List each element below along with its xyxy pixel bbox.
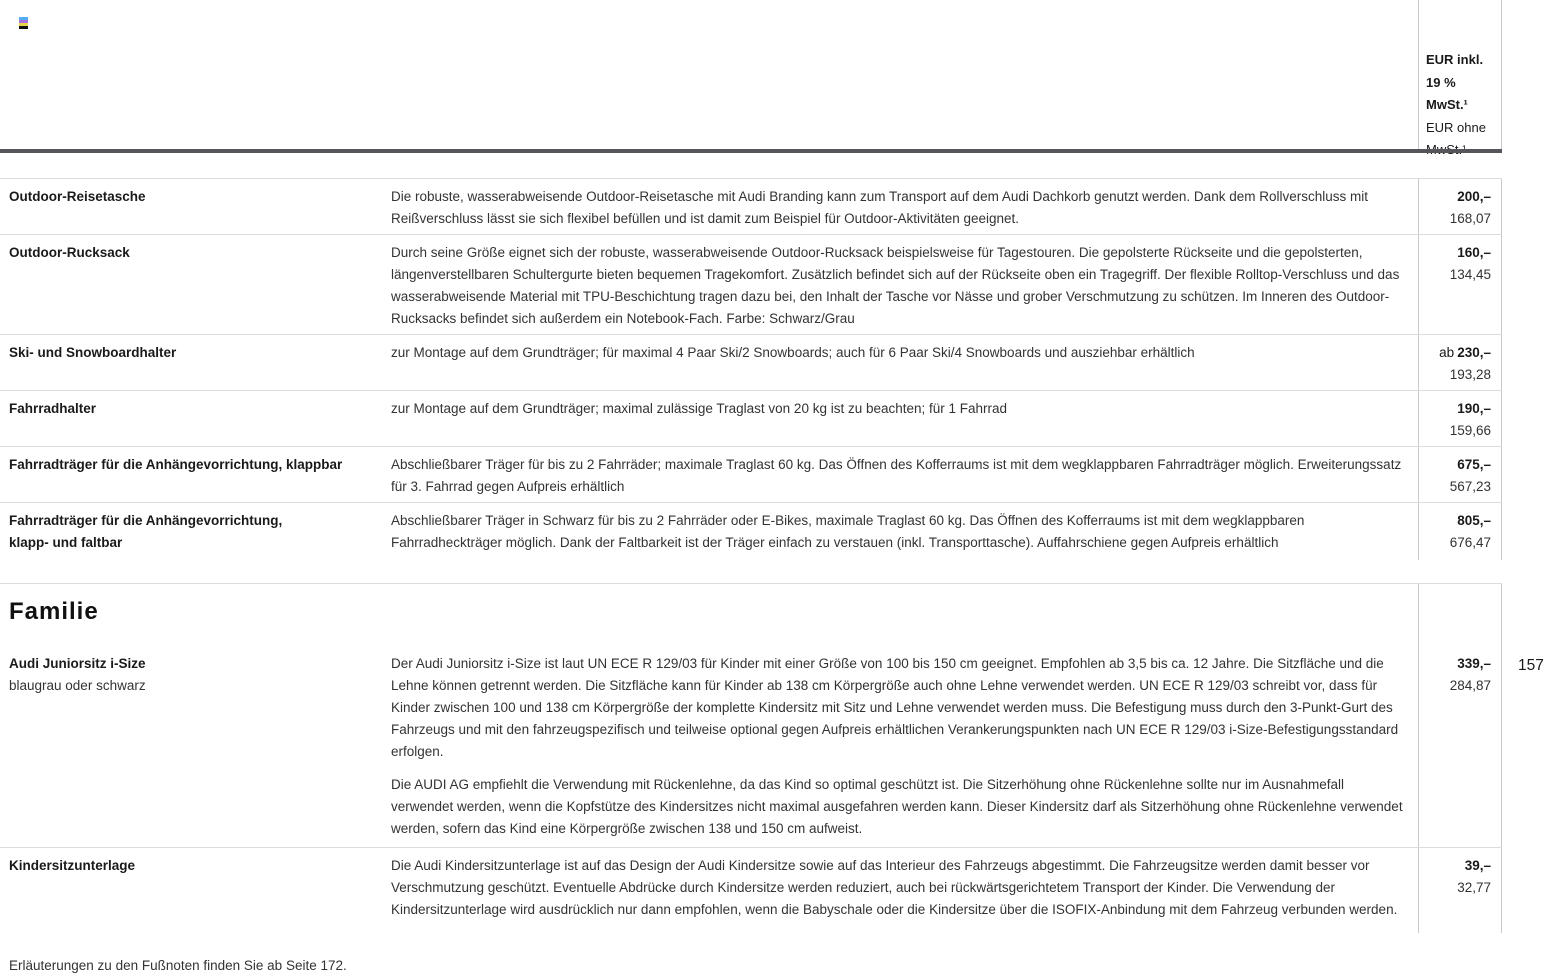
product-description	[382, 235, 1418, 334]
price-value: 190,–	[1457, 401, 1491, 416]
description-text: Abschließbarer Träger in Schwarz für bis zu 2 Fahrräder oder E-Bikes, maximale Traglast 60 kg. Das Öffnen des Kofferraums ist mit dem wegklappbaren Fahrradheckträger möglich. Dank der Faltbarkeit ist der Träger einfach zu verstauen (inkl. Transporttasche). Auffahrschiene gegen Aufpreis erhältlich	[391, 513, 1305, 550]
table-row	[0, 178, 1502, 234]
section-heading-row	[0, 584, 1502, 646]
price-value: 160,–	[1457, 245, 1491, 260]
price-incl-vat	[1423, 855, 1491, 877]
product-variant-text: blaugrau oder schwarz	[9, 678, 146, 693]
product-name	[0, 447, 382, 502]
product-name	[0, 335, 382, 390]
price-value: 675,–	[1457, 457, 1491, 472]
product-name-text: Ski- und Snowboardhalter	[9, 345, 177, 360]
price-incl-vat	[1423, 510, 1491, 532]
price-incl-vat	[1423, 242, 1491, 264]
header-divider	[0, 149, 1502, 153]
product-name-text: Outdoor-Rucksack	[9, 245, 130, 260]
price-header-line: EUR inkl.	[1426, 52, 1484, 67]
product-name-text: Fahrradhalter	[9, 401, 97, 416]
product-price	[1418, 335, 1502, 390]
price-excl-vat: 193,28	[1449, 367, 1491, 382]
product-name-text: Outdoor-Reisetasche	[9, 189, 146, 204]
price-excl-vat: 284,87	[1449, 678, 1491, 693]
description-paragraph: Die AUDI AG empfiehlt die Verwendung mit Rückenlehne, da das Kind so optimal geschützt ist. Die Sitzerhöhung ohne Rückenlehne sollte nur im Ausnahmefall verwendet werden, wenn die Kopfstütze des Kindersitzes nicht maximal ausgefahren werden kann. Dieser Kindersitz darf als Sitzerhöhung ohne Rückenlehne verwendet werden, sofern das Kind eine Körpergröße zwischen 138 und 150 cm aufweist.	[391, 777, 1403, 836]
price-excl-vat: 159,66	[1449, 423, 1491, 438]
price-column-header	[1418, 0, 1502, 150]
product-description	[382, 335, 1418, 390]
product-name	[0, 235, 382, 334]
description-text: Durch seine Größe eignet sich der robuste, wasserabweisende Outdoor-Rucksack beispielsweise für Tagestouren. Die gepolsterte Rückseite und die gepolsterten, längenverstellbaren Schultergurte bieten bequemen Tragekomfort. Zusätzlich befindet sich auf der Rückseite oben ein Tragegriff. Der flexible Rolltop-Verschluss und das wasserabweisende Material mit TPU-Beschichtung tragen dazu bei, den Inhalt der Tasche vor Nässe und grober Verschmutzung zu schützen. Im Inneren des Outdoor-Rucksacks befindet sich außerdem ein Notebook-Fach. Farbe: Schwarz/Grau	[391, 245, 1400, 326]
accessories-table	[0, 178, 1502, 560]
price-value: 39,–	[1464, 858, 1491, 873]
price-incl-vat	[1423, 186, 1491, 208]
description-text: zur Montage auf dem Grundträger; maximal zulässige Traglast von 20 kg ist zu beachten; für 1 Fahrrad	[391, 401, 1008, 416]
table-row	[0, 334, 1502, 390]
product-name	[0, 503, 382, 560]
table-row	[0, 234, 1502, 334]
product-name	[0, 848, 382, 933]
price-header-line: 19 % MwSt.¹	[1426, 74, 1468, 112]
price-excl-vat: 32,77	[1457, 880, 1491, 895]
price-excl-vat: 676,47	[1449, 535, 1491, 550]
product-name	[0, 391, 382, 446]
product-name-text: Kindersitzunterlage	[9, 858, 136, 873]
price-prefix: ab	[1439, 345, 1455, 360]
product-name	[0, 646, 382, 847]
page-number: 157	[1518, 657, 1544, 674]
product-name-text: Audi Juniorsitz i-Size	[9, 656, 146, 671]
product-price	[1418, 235, 1502, 334]
price-incl-vat	[1423, 342, 1491, 364]
footnote-reference: Erläuterungen zu den Fußnoten finden Sie ab Seite 172.	[9, 958, 347, 973]
brand-stripes-icon	[19, 17, 28, 29]
price-incl-vat	[1423, 653, 1491, 675]
table-row	[0, 847, 1502, 933]
product-description	[382, 179, 1418, 234]
price-header-line: EUR ohne	[1426, 119, 1486, 135]
product-description	[382, 646, 1418, 847]
price-excl-vat: 134,45	[1449, 267, 1491, 282]
description-text: zur Montage auf dem Grundträger; für maximal 4 Paar Ski/2 Snowboards; auch für 6 Paar Ski/4 Snowboards und ausziehbar erhältlich	[391, 345, 1195, 360]
section-heading-cell	[0, 584, 1418, 646]
description-text: Die robuste, wasserabweisende Outdoor-Reisetasche mit Audi Branding kann zum Transport auf dem Audi Dachkorb genutzt werden. Dank dem Rollverschluss mit Reißverschluss lässt sie sich flexibel befüllen und ist damit zum Beispiel für Outdoor-Aktivitäten geeignet.	[391, 189, 1368, 226]
price-value: 200,–	[1457, 189, 1491, 204]
price-incl-vat	[1423, 398, 1491, 420]
product-price	[1418, 646, 1502, 847]
price-column-spacer	[1418, 584, 1502, 646]
product-name-text: Fahrradträger für die Anhängevorrichtung, klappbar	[9, 457, 343, 472]
description-paragraph: Die Audi Kindersitzunterlage ist auf das Design der Audi Kindersitze sowie auf das Interieur des Fahrzeugs abgestimmt. Die Fahrzeugsitze werden damit besser vor Verschmutzung geschützt. Eventuelle Abdrücke durch Kindersitze werden reduziert, auch bei rückwärtsgerichtetem Transport der Kinder. Die Verwendung der Kindersitzunterlage wird ausdrücklich nur dann empfohlen, wenn die Babyschale oder die Kindersitze über die ISOFIX-Anbindung mit dem Fahrzeug verbunden werden.	[391, 858, 1398, 917]
description-paragraph: Der Audi Juniorsitz i-Size ist laut UN ECE R 129/03 für Kinder mit einer Größe von 100 bis 150 cm geeignet. Empfohlen ab 3,5 bis ca. 12 Jahre. Die Sitzfläche und die Lehne können getrennt werden. Die Sitzfläche kann für Kinder ab 138 cm Körpergröße auch ohne Lehne verwendet werden. UN ECE R 129/03 schreibt vor, dass für Kinder zwischen 100 und 138 cm Körpergröße der komplette Kindersitz mit Sitz und Lehne verwendet werden muss. Die Befestigung muss durch den 3-Punkt-Gurt des Fahrzeugs und mit den fahrzeugspezifisch und teilweise optional gegen Aufpreis erhältlichen Verankerungspunkten nach UN ECE R 129/03 i-Size-Befestigungsstandard erfolgen.	[391, 656, 1399, 759]
product-name-text-line2: klapp- und faltbar	[9, 535, 123, 550]
brand-stripe	[19, 26, 28, 29]
product-price	[1418, 391, 1502, 446]
price-excl-vat: 168,07	[1449, 211, 1491, 226]
table-row	[0, 502, 1502, 560]
familie-section	[0, 583, 1502, 933]
product-name	[0, 179, 382, 234]
price-incl-vat	[1423, 454, 1491, 476]
product-price	[1418, 179, 1502, 234]
product-price	[1418, 503, 1502, 560]
price-excl-vat: 567,23	[1449, 479, 1491, 494]
product-description	[382, 848, 1418, 933]
section-heading: Familie	[9, 598, 99, 625]
product-description	[382, 447, 1418, 502]
product-price	[1418, 848, 1502, 933]
price-value: 339,–	[1457, 656, 1491, 671]
table-row	[0, 646, 1502, 847]
price-value: 230,–	[1457, 345, 1491, 360]
product-description	[382, 391, 1418, 446]
table-row	[0, 446, 1502, 502]
table-row	[0, 390, 1502, 446]
product-price	[1418, 447, 1502, 502]
price-value: 805,–	[1457, 513, 1491, 528]
product-name-text: Fahrradträger für die Anhängevorrichtung,	[9, 513, 283, 528]
description-text: Abschließbarer Träger für bis zu 2 Fahrräder; maximale Traglast 60 kg. Das Öffnen des Kofferraums ist mit dem wegklappbaren Fahrradträger möglich. Erweiterungssatz für 3. Fahrrad gegen Aufpreis erhältlich	[391, 457, 1402, 494]
product-description	[382, 503, 1418, 560]
